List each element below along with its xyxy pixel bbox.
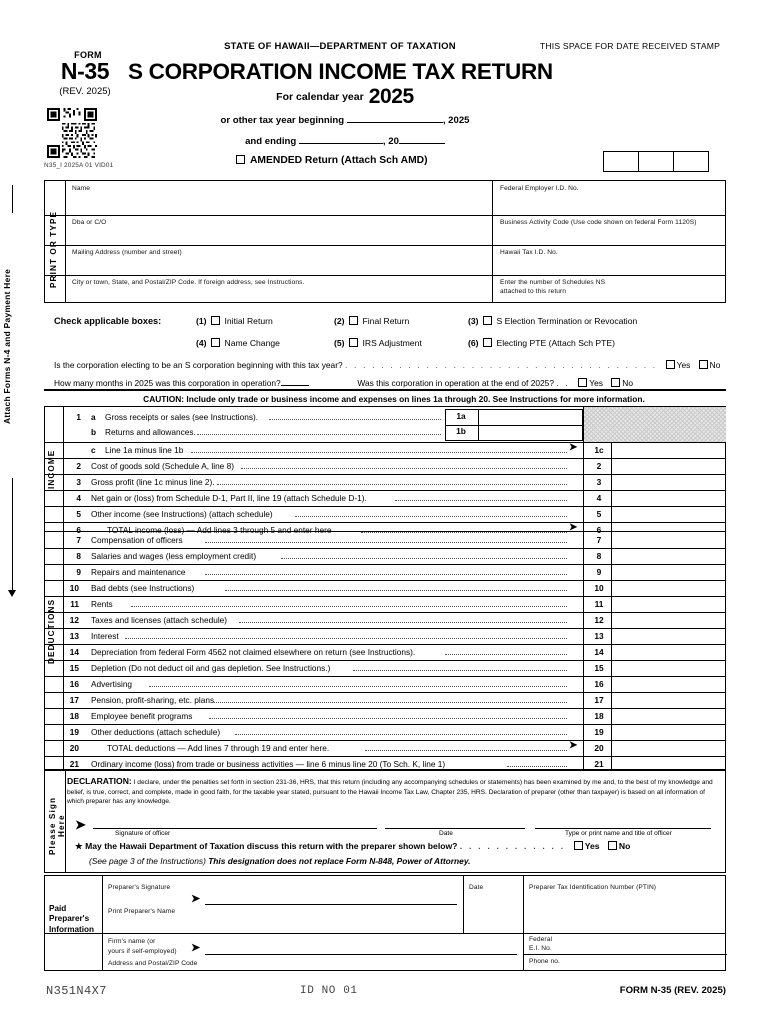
stamp-box-1[interactable] bbox=[603, 151, 639, 172]
name-block-center-divider bbox=[492, 181, 493, 302]
federal-ein-label-a: Federal bbox=[529, 936, 553, 943]
line-13-box-number: 13 bbox=[594, 631, 604, 641]
discuss-yes-checkbox[interactable] bbox=[574, 841, 583, 850]
row-divider-10 bbox=[45, 580, 725, 581]
end-date-input[interactable] bbox=[299, 134, 383, 144]
line-11-number: 11 bbox=[70, 599, 79, 609]
q2-no-checkbox[interactable] bbox=[611, 378, 620, 387]
line-5-dot-leader bbox=[295, 516, 567, 517]
line-6-dot-leader bbox=[361, 532, 567, 533]
line-5-text: Other income (see Instructions) (attach schedule) bbox=[91, 509, 273, 519]
ptin-label: Preparer Tax Identification Number (PTIN) bbox=[529, 884, 657, 891]
name-change-checkbox[interactable] bbox=[211, 338, 220, 347]
row-divider-20 bbox=[45, 740, 725, 741]
line-17-text: Pension, profit-sharing, etc. plans bbox=[91, 695, 215, 705]
line-20-box-number: 20 bbox=[594, 743, 604, 753]
line-17-number: 17 bbox=[69, 695, 79, 705]
name-change-label: Name Change bbox=[224, 338, 280, 348]
line-9-text: Repairs and maintenance bbox=[91, 567, 186, 577]
star-dot-leader: . . . . . . . . . . . . bbox=[459, 841, 566, 851]
line-16-dot-leader bbox=[149, 686, 567, 687]
line-16-text: Advertising bbox=[91, 679, 133, 689]
preparer-address-label: Address and Postal/ZIP Code bbox=[108, 960, 198, 967]
line-4-number: 4 bbox=[76, 493, 81, 503]
row-divider-1c bbox=[45, 442, 725, 443]
line-18-box-number: 18 bbox=[594, 711, 604, 721]
line-10-dot-leader bbox=[225, 590, 567, 591]
row-divider-17 bbox=[45, 692, 725, 693]
amended-return-checkbox[interactable] bbox=[236, 155, 245, 164]
signature-of-officer-label: Signature of officer bbox=[115, 830, 171, 837]
line-1b-letter: b bbox=[91, 427, 97, 437]
checkbox-name-change[interactable] bbox=[196, 338, 280, 348]
form-header bbox=[0, 0, 770, 172]
row-divider-2 bbox=[45, 458, 725, 459]
shaded-nonentry-area bbox=[584, 407, 726, 442]
line-2-number: 2 bbox=[76, 461, 81, 471]
line-14-number: 14 bbox=[69, 647, 79, 657]
begin-date-input[interactable] bbox=[347, 113, 443, 123]
schedules-ns-field-label-2: attached to this return bbox=[500, 288, 567, 295]
line-20-arrow-icon: ➤ bbox=[569, 740, 578, 751]
officer-signature-date-input[interactable] bbox=[385, 828, 525, 829]
q1-no-option[interactable] bbox=[693, 360, 721, 370]
see-page-3-note: (See page 3 of the Instructions) bbox=[89, 856, 206, 866]
q1-yes-checkbox[interactable] bbox=[666, 360, 675, 369]
electing-pte-checkbox[interactable] bbox=[483, 338, 492, 347]
dba-field-label: Dba or C/O bbox=[72, 219, 107, 226]
form-version-id: N35_I 2025A 01 VID01 bbox=[44, 162, 114, 169]
other-tax-year-end-row bbox=[175, 134, 515, 147]
row-divider-9 bbox=[45, 564, 725, 565]
initial-return-label: Initial Return bbox=[224, 316, 273, 326]
line-20-dot-leader bbox=[365, 750, 567, 751]
preparer-row-divider bbox=[45, 933, 725, 934]
discuss-yes-option[interactable] bbox=[568, 841, 600, 851]
table-rail-divider bbox=[63, 407, 64, 769]
line-7-number: 7 bbox=[76, 535, 81, 545]
print-preparer-name-label: Print Preparer's Name bbox=[108, 908, 176, 915]
line-19-text: Other deductions (attach schedule) bbox=[91, 727, 221, 737]
line-21-dot-leader bbox=[507, 766, 567, 767]
s-election-termination-label: S Election Termination or Revocation bbox=[496, 316, 638, 326]
row-divider-6 bbox=[45, 522, 725, 523]
irs-adjustment-checkbox[interactable] bbox=[349, 338, 358, 347]
line-1-number: 1 bbox=[76, 412, 81, 422]
line-19-number: 19 bbox=[69, 727, 79, 737]
line-14-box-number: 14 bbox=[594, 647, 604, 657]
name-field-label: Name bbox=[72, 185, 90, 192]
line-3-box-number: 3 bbox=[596, 477, 602, 487]
firm-name-label-a: Firm's name (or bbox=[108, 938, 156, 945]
print-or-type-label: PRINT OR TYPE bbox=[49, 210, 58, 288]
qr-code-icon bbox=[45, 108, 99, 158]
line-4-box-number: 4 bbox=[596, 493, 602, 503]
rail-arrow-down-icon bbox=[8, 590, 16, 597]
line-15-text: Depletion (Do not deduct oil and gas depletion. See Instructions.) bbox=[91, 663, 331, 673]
please-sign-here-label: Please Sign Here bbox=[48, 796, 66, 856]
line-16-box-number: 16 bbox=[594, 679, 604, 689]
line-1b-dot-leader bbox=[197, 434, 441, 435]
ending-label: and ending bbox=[245, 136, 297, 147]
officer-title-label: Type or print name and title of officer bbox=[565, 830, 672, 837]
end-of-year-operation-question: Was this corporation in operation at the end of 2025? bbox=[357, 378, 555, 388]
line-2-text: Cost of goods sold (Schedule A, line 8) bbox=[91, 461, 234, 471]
line-11-text: Rents bbox=[91, 599, 113, 609]
line-3-text: Gross profit (line 1c minus line 2). bbox=[91, 477, 215, 487]
row-divider-3 bbox=[45, 474, 725, 475]
city-field-label: City or town, State, and Postal/ZIP Code. If foreign address, see Instructions. bbox=[72, 279, 305, 286]
discuss-no-option[interactable] bbox=[602, 841, 630, 851]
s-corp-election-question-row bbox=[54, 360, 721, 370]
discuss-no-label: No bbox=[618, 841, 631, 851]
preparer-signature-label: Preparer's Signature bbox=[108, 884, 171, 891]
months-in-operation-question: How many months in 2025 was this corporation in operation? bbox=[54, 378, 281, 388]
checkbox-5-number: (5) bbox=[334, 338, 345, 348]
date-received-stamp-label: THIS SPACE FOR DATE RECEIVED STAMP bbox=[539, 41, 721, 51]
footer-form-id: FORM N-35 (REV. 2025) bbox=[619, 985, 726, 996]
row-divider-5 bbox=[45, 506, 725, 507]
line-9-box-number: 9 bbox=[596, 567, 602, 577]
ending-suffix: , 20 bbox=[382, 136, 399, 147]
line-14-text: Depreciation from federal Form 4562 not claimed elsewhere on return (see Instructions). bbox=[91, 647, 416, 657]
line-19-dot-leader bbox=[235, 734, 567, 735]
paid-preparer-side-label: Paid Preparer's Information bbox=[49, 904, 95, 934]
line-1c-text: Line 1a minus line 1b bbox=[105, 445, 184, 455]
line-2-box-number: 2 bbox=[596, 461, 602, 471]
line-5-box-number: 5 bbox=[596, 509, 602, 519]
line-21-text: Ordinary income (loss) from trade or business activities — line 6 minus line 20 (To Sch. K, line 1) bbox=[91, 759, 446, 769]
line-17-dot-leader bbox=[211, 702, 567, 703]
q2-yes-checkbox[interactable] bbox=[578, 378, 587, 387]
line-12-box-number: 12 bbox=[594, 615, 604, 625]
firm-name-arrow-icon: ➤ bbox=[191, 942, 201, 954]
q2-no-option[interactable] bbox=[605, 378, 633, 388]
line-1c-letter: c bbox=[91, 445, 96, 455]
begin-year-suffix: , 2025 bbox=[442, 115, 470, 126]
row-divider-12 bbox=[45, 612, 725, 613]
checkbox-initial-return[interactable] bbox=[196, 316, 273, 326]
line-4-text: Net gain or (loss) from Schedule D-1, Part II, line 19 (attach Schedule D-1). bbox=[91, 493, 367, 503]
preparer-date-label: Date bbox=[469, 884, 484, 891]
row-divider-4 bbox=[45, 490, 725, 491]
taxpayer-info-block bbox=[44, 180, 726, 303]
row-divider-16 bbox=[45, 676, 725, 677]
checkbox-electing-pte[interactable] bbox=[468, 338, 615, 348]
preparer-right-divider bbox=[523, 876, 524, 970]
officer-signature-input[interactable] bbox=[93, 828, 377, 829]
address-field-label: Mailing Address (number and street) bbox=[72, 249, 182, 256]
checkbox-1-number: (1) bbox=[196, 316, 207, 326]
line-15-box-number: 15 bbox=[594, 663, 604, 673]
line-18-text: Employee benefit programs bbox=[91, 711, 193, 721]
row-divider-13 bbox=[45, 628, 725, 629]
irs-adjustment-label: IRS Adjustment bbox=[362, 338, 422, 348]
line-6-number: 6 bbox=[76, 525, 81, 535]
line-8-text: Salaries and wages (less employment credit) bbox=[91, 551, 257, 561]
check-applicable-title: Check applicable boxes: bbox=[54, 316, 162, 326]
line-1a-number: 1a bbox=[456, 411, 466, 421]
attach-forms-label: Attach Forms N-4 and Payment Here bbox=[2, 268, 12, 424]
checkbox-s-election-termination[interactable] bbox=[468, 316, 637, 326]
initial-return-checkbox[interactable] bbox=[211, 316, 220, 325]
form-number: N-35 bbox=[60, 58, 110, 84]
page-title: S CORPORATION INCOME TAX RETURN bbox=[128, 59, 553, 84]
schedules-ns-field-label: Enter the number of Schedules NS bbox=[500, 279, 606, 286]
preparer-signature-input[interactable] bbox=[205, 904, 457, 905]
line-8-dot-leader bbox=[281, 558, 567, 559]
hawaii-tax-id-field-label: Hawaii Tax I.D. No. bbox=[500, 249, 558, 256]
line-10-text: Bad debts (see Instructions) bbox=[91, 583, 195, 593]
line-21-number: 21 bbox=[69, 759, 79, 769]
line-9-dot-leader bbox=[205, 574, 567, 575]
line-15-dot-leader bbox=[353, 670, 567, 671]
state-department-line: STATE OF HAWAII—DEPARTMENT OF TAXATION bbox=[224, 41, 456, 52]
other-tax-year-begin-row bbox=[175, 113, 515, 126]
preparer-discuss-question-row bbox=[75, 841, 630, 852]
declaration-body: I declare, under the penalties set forth in section 231-36, HRS, that this return (including any accompanying schedules or statements) has been examined by me and, to the best of my knowledge and belief, is true, correct, and complete, made in good faith, for the taxable year stated, pursuant to the Hawaii Income Tax Law, Chapter 235, HRS. Declaration of preparer (other than taxpayer) is based on all information of which preparer has any knowledge. bbox=[67, 779, 713, 805]
months-in-operation-row bbox=[54, 376, 716, 388]
date-stamp-boxes bbox=[604, 151, 709, 172]
row-divider-21 bbox=[45, 756, 725, 757]
line-13-number: 13 bbox=[69, 631, 79, 641]
discuss-yes-label: Yes bbox=[584, 841, 600, 851]
line-12-text: Taxes and licenses (attach schedule) bbox=[91, 615, 228, 625]
line-12-number: 12 bbox=[69, 615, 79, 625]
fein-field-label: Federal Employer I.D. No. bbox=[500, 185, 579, 192]
caution-note: CAUTION: Include only trade or business income and expenses on lines 1a through 20. See Instructions for more information. bbox=[143, 394, 645, 404]
row-divider-18 bbox=[45, 708, 725, 709]
line-13-dot-leader bbox=[125, 638, 567, 639]
q1-dot-leader: . . . . . . . . . . . . . . . . . . . . . . . . . . . . . . . . . . . bbox=[344, 360, 658, 370]
q2-no-label: No bbox=[622, 378, 633, 388]
line-21-box-number: 21 bbox=[594, 759, 604, 769]
preparer-side-divider bbox=[102, 876, 103, 970]
line-17-box-number: 17 bbox=[594, 695, 604, 705]
final-return-label: Final Return bbox=[362, 316, 410, 326]
q1-no-checkbox[interactable] bbox=[699, 360, 708, 369]
line-7-dot-leader bbox=[205, 542, 567, 543]
income-deductions-table bbox=[44, 406, 726, 770]
stamp-box-3[interactable] bbox=[673, 151, 709, 172]
declaration-text bbox=[67, 776, 717, 806]
end-year-input[interactable] bbox=[399, 134, 445, 144]
checkbox-final-return[interactable] bbox=[334, 316, 409, 326]
line-1c-arrow-icon: ➤ bbox=[569, 442, 578, 453]
line-18-dot-leader bbox=[209, 718, 567, 719]
preparer-signature-arrow-icon: ➤ bbox=[191, 893, 201, 905]
row-divider-19 bbox=[45, 724, 725, 725]
line-10-box-number: 10 bbox=[594, 583, 604, 593]
checkbox-4-number: (4) bbox=[196, 338, 207, 348]
line-6-arrow-icon: ➤ bbox=[569, 522, 578, 533]
line-10-number: 10 bbox=[69, 583, 79, 593]
other-year-label: or other tax year beginning bbox=[220, 115, 345, 126]
line-1a-letter: a bbox=[91, 412, 96, 422]
s-corp-election-question: Is the corporation electing to be an S corporation beginning with this tax year? bbox=[54, 360, 343, 370]
paid-preparer-block bbox=[44, 875, 726, 971]
line-1b-text: Returns and allowances. bbox=[105, 427, 196, 437]
preparer-phone-label: Phone no. bbox=[529, 958, 560, 965]
designation-note: This designation does not replace Form N-848, Power of Attorney. bbox=[208, 856, 471, 866]
name-block-row-divider-2 bbox=[45, 245, 725, 246]
name-block-rail-divider bbox=[65, 181, 66, 302]
line-11-box-number: 11 bbox=[594, 599, 604, 609]
signature-date-label: Date bbox=[439, 830, 453, 837]
amended-return-label: AMENDED Return (Attach Sch AMD) bbox=[250, 155, 428, 166]
form-revision: (REV. 2025) bbox=[59, 86, 111, 97]
row-divider-15 bbox=[45, 660, 725, 661]
line-20-text: TOTAL deductions — Add lines 7 through 19 and enter here. bbox=[107, 743, 330, 753]
line-7-text: Compensation of officers bbox=[91, 535, 183, 545]
line-6-text: TOTAL income (loss) — Add lines 3 through 5 and enter here bbox=[107, 525, 332, 535]
name-block-row-divider-3 bbox=[45, 275, 725, 276]
line-1c-number: 1c bbox=[594, 445, 604, 455]
business-code-field-label: Business Activity Code (Use code shown on federal Form 1120S) bbox=[500, 219, 697, 226]
checkbox-6-number: (6) bbox=[468, 338, 479, 348]
line-16-number: 16 bbox=[69, 679, 79, 689]
income-section-label: INCOME bbox=[47, 449, 56, 489]
preparer-federal-phone-divider bbox=[523, 954, 727, 955]
row-divider-11 bbox=[45, 596, 725, 597]
form-word-label: FORM bbox=[74, 50, 102, 60]
line-20-number: 20 bbox=[69, 743, 79, 753]
calendar-year-value: 2025 bbox=[368, 85, 414, 108]
firm-name-input[interactable] bbox=[205, 954, 517, 955]
line-2-dot-leader bbox=[241, 468, 567, 469]
deductions-section-label: DEDUCTIONS bbox=[47, 598, 56, 665]
line-1b-number: 1b bbox=[456, 426, 466, 436]
amended-return-row[interactable] bbox=[236, 155, 428, 166]
line-1a-text: Gross receipts or sales (see Instructions). bbox=[105, 412, 259, 422]
q1-no-label: No bbox=[709, 360, 721, 370]
rail-line-top bbox=[12, 185, 13, 213]
applicable-boxes-section bbox=[44, 310, 726, 390]
checkbox-3-number: (3) bbox=[468, 316, 479, 326]
checkbox-irs-adjustment[interactable] bbox=[334, 338, 422, 348]
line-5-number: 5 bbox=[76, 509, 81, 519]
line-15-number: 15 bbox=[69, 663, 79, 673]
final-return-checkbox[interactable] bbox=[349, 316, 358, 325]
line-11-dot-leader bbox=[131, 606, 567, 607]
table-amount-divider bbox=[583, 407, 584, 771]
rail-line-bottom bbox=[12, 478, 13, 591]
q1-yes-label: Yes bbox=[676, 360, 691, 370]
checkbox-2-number: (2) bbox=[334, 316, 345, 326]
row-divider-14 bbox=[45, 644, 725, 645]
electing-pte-label: Electing PTE (Attach Sch PTE) bbox=[496, 338, 615, 348]
line-4-dot-leader bbox=[395, 500, 567, 501]
line-14-dot-leader bbox=[445, 654, 567, 655]
line-9-number: 9 bbox=[76, 567, 81, 577]
line-19-box-number: 19 bbox=[594, 727, 604, 737]
signature-arrow-icon: ➤ bbox=[75, 817, 86, 832]
declaration-block bbox=[44, 770, 726, 873]
q2-yes-label: Yes bbox=[589, 378, 603, 388]
declaration-heading: DECLARATION: bbox=[67, 776, 132, 786]
q1-yes-option[interactable] bbox=[660, 360, 691, 370]
calendar-year-row bbox=[180, 85, 510, 109]
federal-ein-label-b: E.I. No. bbox=[529, 945, 552, 952]
stamp-box-2[interactable] bbox=[638, 151, 674, 172]
firm-name-label-b: yours if self-employed) bbox=[108, 948, 177, 955]
line-6-box-number: 6 bbox=[596, 525, 602, 535]
line-18-number: 18 bbox=[69, 711, 79, 721]
line-7-box-number: 7 bbox=[596, 535, 602, 545]
row-divider-8 bbox=[45, 548, 725, 549]
preparer-discuss-subnote bbox=[89, 856, 471, 866]
months-in-operation-input[interactable] bbox=[281, 376, 309, 386]
line-13-text: Interest bbox=[91, 631, 119, 641]
line-8-number: 8 bbox=[76, 551, 81, 561]
officer-name-title-input[interactable] bbox=[535, 828, 711, 829]
s-election-termination-checkbox[interactable] bbox=[483, 316, 492, 325]
preparer-discuss-question: ★ May the Hawaii Department of Taxation discuss this return with the preparer shown below? bbox=[75, 841, 458, 851]
discuss-no-checkbox[interactable] bbox=[608, 841, 617, 850]
line-1c-dot-leader bbox=[191, 452, 567, 453]
line-3-number: 3 bbox=[76, 477, 81, 487]
preparer-date-divider bbox=[463, 876, 464, 933]
q2-dot-leader: . . bbox=[556, 378, 570, 388]
line-3-dot-leader bbox=[217, 484, 567, 485]
line-1a-dot-leader bbox=[269, 419, 441, 420]
name-block-row-divider-1 bbox=[45, 215, 725, 216]
section-divider-rule bbox=[44, 389, 726, 391]
footer-barcode-id: N351N4X7 bbox=[46, 984, 107, 998]
calendar-year-label: For calendar year bbox=[276, 91, 364, 103]
line-12-dot-leader bbox=[239, 622, 567, 623]
q2-yes-option[interactable] bbox=[572, 378, 603, 388]
footer-id-no: ID NO 01 bbox=[300, 985, 358, 997]
line-8-box-number: 8 bbox=[596, 551, 602, 561]
